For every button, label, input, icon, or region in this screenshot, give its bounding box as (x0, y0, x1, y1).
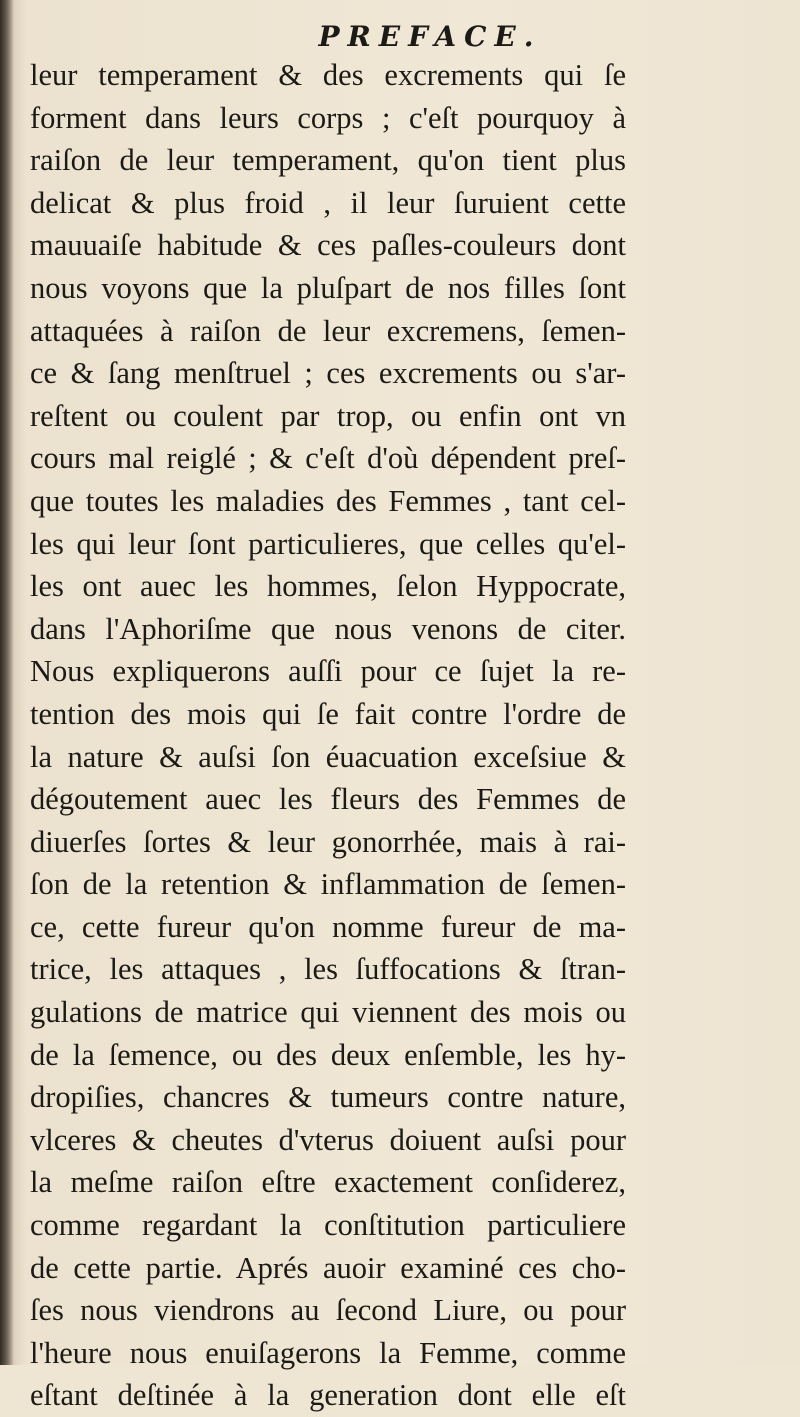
text-line: ſes nous viendrons au ſecond Liure, ou pour (30, 1293, 626, 1328)
text-line: de la ſemence, ou des deux enſemble, les hy- (30, 1037, 626, 1072)
text-line: diuerſes ſortes & leur gonorrhée, mais à rai- (30, 824, 626, 859)
text-line: la nature & auſsi ſon éuacuation exceſsiue & (30, 739, 626, 774)
text-line: que toutes les maladies des Femmes , tant cel- (30, 483, 626, 518)
text-line: dropiſies, chancres & tumeurs contre nature, (30, 1080, 626, 1115)
body-text (30, 54, 626, 1417)
text-line: vlceres & cheutes d'vterus doiuent auſsi pour (30, 1122, 626, 1157)
text-line: reſtent ou coulent par trop, ou enfin ont vn (30, 398, 626, 433)
text-line: raiſon de leur temperament, qu'on tient plus (30, 143, 626, 178)
text-line: forment dans leurs corps ; c'eſt pourquoy à (30, 100, 626, 135)
text-line: trice, les attaques , les ſuffocations & ſtran- (30, 952, 626, 987)
text-line: ſon de la retention & inflammation de ſemen- (30, 867, 626, 902)
text-line: attaquées à raiſon de leur excremens, ſemen- (30, 313, 626, 348)
running-title: PREFACE. (318, 20, 542, 53)
text-line: tention des mois qui ſe fait contre l'ordre de (30, 696, 626, 731)
text-line: l'heure nous enuiſagerons la Femme, comme (30, 1335, 626, 1370)
text-line: ce & ſang menſtruel ; ces excrements ou s'ar- (30, 356, 626, 391)
text-line: delicat & plus froid , il leur ſuruient cette (30, 185, 626, 220)
text-line: la meſme raiſon eſtre exactement conſiderez, (30, 1165, 626, 1200)
text-line: Nous expliquerons auſſi pour ce ſujet la re- (30, 654, 626, 689)
running-header (0, 20, 800, 53)
text-line: gulations de matrice qui viennent des mois ou (30, 995, 626, 1030)
text-line: les ont auec les hommes, ſelon Hyppocrate, (30, 569, 626, 604)
text-line: mauuaiſe habitude & ces paſles-couleurs dont (30, 228, 626, 263)
text-line: de cette partie. Aprés auoir examiné ces cho- (30, 1250, 626, 1285)
page-gutter-shadow (0, 0, 14, 1365)
text-line: ce, cette fureur qu'on nomme fureur de ma- (30, 909, 626, 944)
text-line: nous voyons que la pluſpart de nos filles ſont (30, 270, 626, 305)
text-line: dégoutement auec les fleurs des Femmes de (30, 782, 626, 817)
text-line: les qui leur ſont particulieres, que celles qu'el- (30, 526, 626, 561)
text-line: leur temperament & des excrements qui ſe (30, 58, 626, 92)
text-line: comme regardant la conſtitution particuliere (30, 1208, 626, 1243)
text-line: dans l'Aphoriſme que nous venons de citer. (30, 611, 626, 646)
text-line: cours mal reiglé ; & c'eſt d'où dépendent preſ- (30, 441, 626, 476)
text-line: eſtant deſtinée à la generation dont elle eſt (30, 1378, 626, 1413)
